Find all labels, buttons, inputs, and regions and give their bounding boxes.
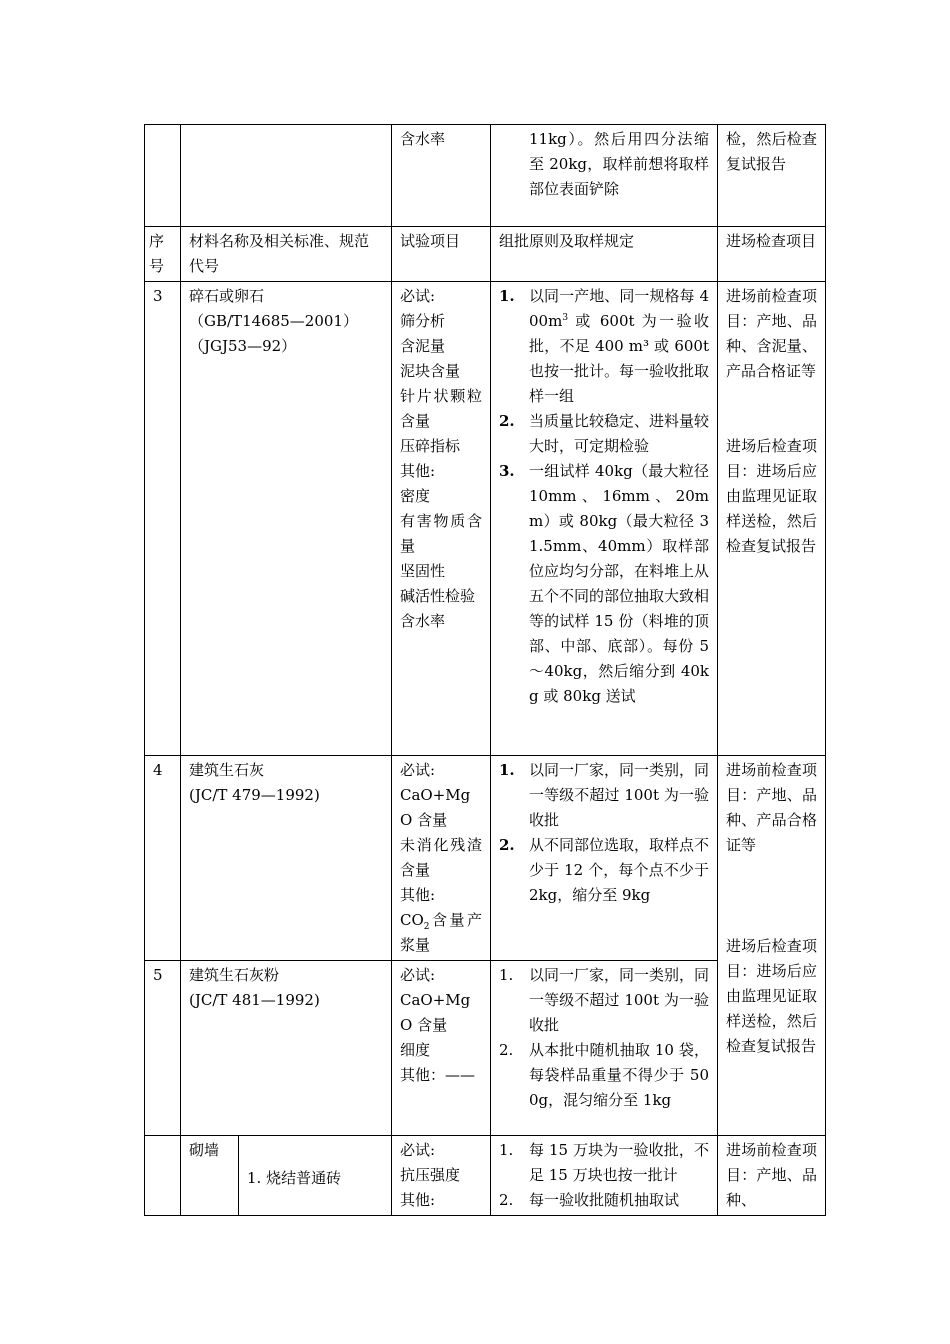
sampling-rules: [491, 1136, 718, 1216]
test-item: 其他:: [400, 462, 436, 480]
material-line: （JGJ53—92）: [189, 337, 297, 355]
header-check: 进场检查项目: [718, 227, 826, 282]
rule-text: 以同一产地、同一规格每 400m: [529, 287, 709, 330]
test-items: [392, 961, 491, 1136]
continuation-test: 含水率: [392, 125, 491, 227]
rule-item: [499, 1038, 709, 1113]
material-line: (JC/T 481—1992): [189, 991, 320, 1009]
co2-text: CO: [400, 911, 424, 929]
rule-number: 2.: [499, 1191, 514, 1209]
rule-item: [499, 409, 709, 459]
rule-number: 3.: [499, 462, 515, 480]
rule-sup: 3: [562, 313, 569, 323]
rule-list: [499, 1138, 709, 1213]
test-item: 碱活性检验: [400, 587, 476, 605]
rule-text: 以同一厂家，同一类别，同一等级不超过 100t 为一验收批: [529, 761, 710, 829]
test-item: 含水率: [400, 612, 446, 630]
header-rule: 组批原则及取样规定: [491, 227, 718, 282]
check-items: [718, 756, 826, 1136]
header-no: 序号: [145, 227, 181, 282]
test-item: 细度: [400, 1041, 431, 1059]
continuation-rule: 11kg）。然后用四分法缩至 20kg，取样前想将取样部位表面铲除: [491, 125, 718, 227]
group-label: 砌墙: [189, 1141, 220, 1159]
sampling-rules: [491, 961, 718, 1136]
check-before: 进场前检查项目：产地、品种、: [726, 1141, 817, 1209]
header-test: 试验项目: [392, 227, 491, 282]
rule-number: 2.: [499, 1041, 514, 1059]
rule-number: 1.: [499, 761, 515, 779]
test-item: 有害物质含量: [400, 512, 482, 555]
continuation-no: [145, 125, 181, 227]
material-line: 建筑生石灰: [189, 761, 265, 779]
test-item: 抗压强度: [400, 1166, 461, 1184]
table-row: [145, 282, 826, 756]
check-items: [718, 1136, 826, 1216]
test-items: [392, 282, 491, 756]
rule-item: [499, 459, 709, 709]
row-number: [145, 1136, 181, 1216]
header-material: 材料名称及相关标准、规范代号: [181, 227, 392, 282]
material-group: [181, 1136, 239, 1216]
spacer: [726, 384, 817, 434]
test-item: 其他:: [400, 886, 436, 904]
test-item: 密度: [400, 487, 431, 505]
check-before: 进场前检查项目：产地、品种、产品合格证等: [726, 761, 817, 854]
test-items: [392, 756, 491, 961]
test-item: 必试:: [400, 1141, 436, 1159]
test-item: CaO+MgO 含量: [400, 991, 471, 1034]
co2-sub: 2: [423, 922, 430, 932]
check-items: [718, 282, 826, 756]
rule-text: 从本批中随机抽取 10 袋，每袋样品重量不得少于 500g，混匀缩分至 1kg: [529, 1041, 709, 1109]
row-number: 4: [145, 756, 181, 961]
sampling-rules: [491, 282, 718, 756]
test-items: [392, 1136, 491, 1216]
test-item: 其他：——: [400, 1066, 476, 1084]
rule-item: [499, 758, 709, 833]
rule-item: [499, 833, 709, 908]
rule-text: 当质量比较稳定、进料量较大时，可定期检验: [529, 412, 710, 455]
test-item: 必试:: [400, 761, 436, 779]
table-row: [145, 1136, 826, 1216]
header-row: [145, 227, 826, 282]
spacer: [726, 858, 817, 934]
rule-number: 2.: [499, 836, 515, 854]
test-item: 筛分析: [400, 312, 446, 330]
rule-text: 以同一厂家，同一类别，同一等级不超过 100t 为一验收批: [529, 966, 710, 1034]
sampling-rules: [491, 756, 718, 961]
table-row: [145, 756, 826, 961]
material-name: [181, 756, 392, 961]
rule-number: 1.: [499, 966, 514, 984]
rule-number: 1.: [499, 287, 515, 305]
rule-text: 每一验收批随机抽取试: [529, 1191, 680, 1209]
material-name: [181, 961, 392, 1136]
rule-number: 2.: [499, 412, 515, 430]
test-item: 坚固性: [400, 562, 446, 580]
test-item: 其他:: [400, 1191, 436, 1209]
test-item: CaO+MgO 含量: [400, 786, 471, 829]
material-line: （GB/T14685—2001）: [189, 312, 358, 330]
rule-text: 一组试样 40kg（最大粒径 10mm、16mm、20mm）或 80kg（最大粒径 31.5mm、40mm）取样部位应均匀分部，在料堆上从五个不同的部位抽取大致相等的试样 15 份（料堆的顶部、中部、底部）。每份 5～40kg，然后缩分到 40kg 或 80kg 送试: [529, 462, 710, 705]
test-item: 针片状颗粒含量: [400, 387, 482, 430]
test-item: [400, 908, 482, 958]
sampling-table: [144, 124, 826, 1216]
test-item: 压碎指标: [400, 437, 461, 455]
rule-number: 1.: [499, 1141, 514, 1159]
row-number: 3: [145, 282, 181, 756]
continuation-row: [145, 125, 826, 227]
rule-item: [499, 284, 709, 409]
rule-list: [499, 284, 709, 709]
rule-item: [499, 1138, 709, 1188]
test-item: 泥块含量: [400, 362, 461, 380]
row-number: 5: [145, 961, 181, 1136]
test-item: 必试:: [400, 966, 436, 984]
material-line: 建筑生石灰粉: [189, 966, 280, 984]
test-item: 必试:: [400, 287, 436, 305]
material-line: (JC/T 479—1992): [189, 786, 320, 804]
check-after: 进场后检查项目：进场后应由监理见证取样送检，然后检查复试报告: [726, 437, 817, 555]
material-name: [181, 282, 392, 756]
rule-text: 从不同部位选取，取样点不少于 12 个，每个点不少于 2kg，缩分至 9kg: [529, 836, 710, 904]
continuation-check: 检，然后检查复试报告: [718, 125, 826, 227]
check-after: 进场后检查项目：进场后应由监理见证取样送检，然后检查复试报告: [726, 937, 817, 1055]
test-item: 含泥量: [400, 337, 446, 355]
continuation-material: [181, 125, 392, 227]
test-item: 未消化残渣含量: [400, 836, 482, 879]
rule-item: [499, 1188, 709, 1213]
rule-text: 每 15 万块为一验收批，不足 15 万块也按一批计: [529, 1141, 709, 1184]
material-name: 1. 烧结普通砖: [239, 1136, 392, 1216]
rule-list: [499, 963, 709, 1113]
material-line: 碎石或卵石: [189, 287, 265, 305]
check-before: 进场前检查项目：产地、品种、含泥量、产品合格证等: [726, 287, 817, 380]
rule-text: 或 600t 为一验收批，不足 400 m³ 或 600t 也按一批计。每一验收批取样一组: [529, 312, 710, 405]
co2-text: 含量产浆量: [400, 911, 482, 954]
rule-item: [499, 963, 709, 1038]
rule-list: [499, 758, 709, 908]
